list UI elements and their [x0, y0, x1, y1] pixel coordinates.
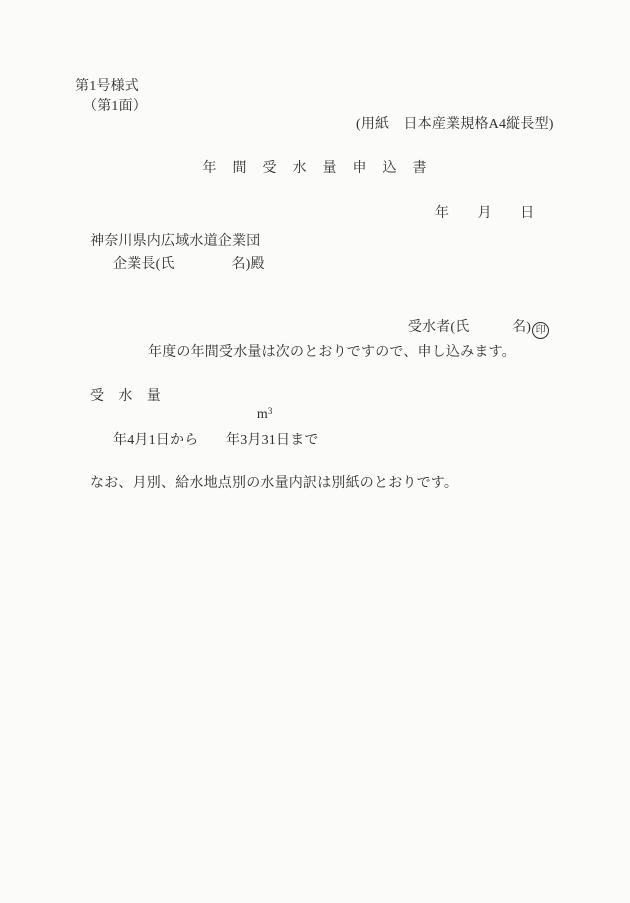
date-line: 年 月 日: [435, 206, 535, 221]
applicant-name-label: 受水者(氏 名): [407, 319, 532, 335]
period-from: 年4月1日から: [113, 433, 199, 448]
seal-mark: 印: [532, 322, 549, 339]
volume-label: 受 水 量: [90, 389, 161, 404]
form-number: 第1号様式: [75, 79, 139, 94]
attachment-note: なお、月別、給水地点別の水量内訳は別紙のとおりです。: [90, 476, 459, 491]
volume-unit-exponent: 3: [267, 405, 273, 416]
recipient-title-line: 企業長(氏 名)殿: [113, 257, 265, 272]
paper-spec-note: (用紙 日本産業規格A4縦長型): [356, 117, 554, 132]
period-to: 年3月31日まで: [226, 433, 319, 448]
sheet-label: （第1面）: [83, 99, 147, 114]
document-title: 年 間 受 水 量 申 込 書: [202, 161, 428, 176]
declaration-sentence: 年度の年間受水量は次のとおりですので、申し込みます。: [148, 345, 516, 360]
volume-unit-base: m: [256, 406, 268, 422]
recipient-organization: 神奈川県内広域水道企業団: [90, 234, 261, 249]
